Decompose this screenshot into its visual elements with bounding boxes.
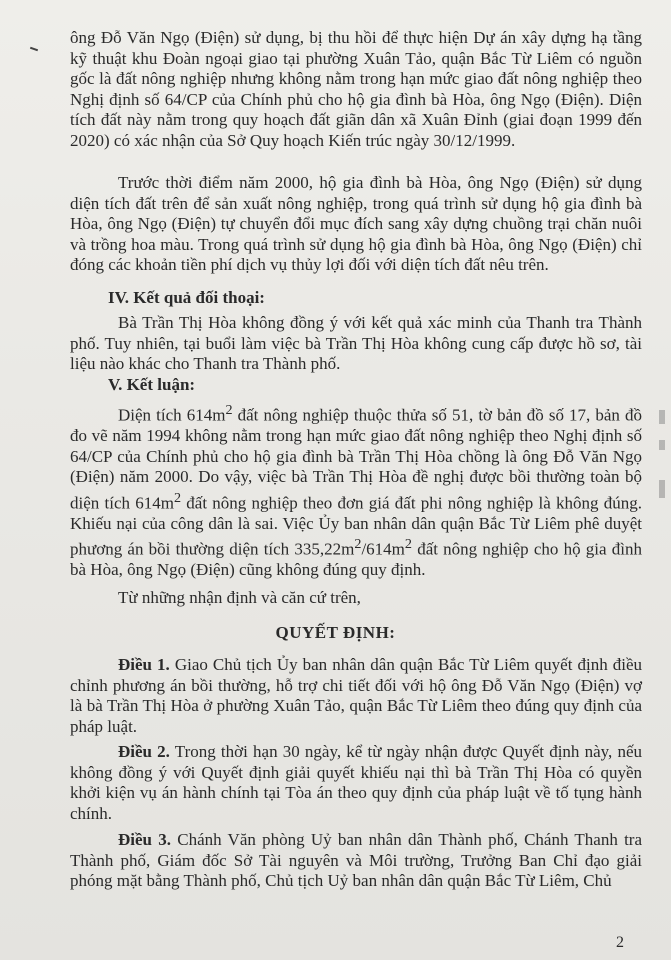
article-2: Điều 2. Trong thời hạn 30 ngày, kể từ ngày nhận được Quyết định này, nếu không đồng ý với Quyết định giải quyết khiếu nại thì bà Trần Thị Hòa có quyền khởi kiện vụ án hành chính tại Tòa án theo quy định của pháp luật về tố tụng hành chính.: [70, 742, 642, 823]
paragraph-land-usage: Trước thời điểm năm 2000, hộ gia đình bà Hòa, ông Ngọ (Điện) sử dụng diện tích đất trên để sản xuất nông nghiệp, trong quá trình sử dụng hộ gia đình bà Hòa, ông Ngọ (Điện) tự chuyển đổi mục đích sang xây dựng chuồng trại chăn nuôi và trồng hoa màu. Trong quá trình sử dụng hộ gia đình bà Hòa, ông Ngọ (Điện) chỉ đóng các khoản tiền phí dịch vụ thủy lợi đối với diện tích đất nêu trên.: [70, 173, 642, 274]
paragraph-land-origin: ông Đỗ Văn Ngọ (Điện) sử dụng, bị thu hồi để thực hiện Dự án xây dựng hạ tầng kỹ thuật khu Đoàn ngoại giao tại phường Xuân Tảo, quận Bắc Từ Liêm có nguồn gốc là đất nông nghiệp nhưng không nằm trong hạn mức giao đất nông nghiệp theo Nghị định số 64/CP của Chính phủ cho hộ gia đình bà Hòa, ông Ngọ (Điện). Diện tích đất này nằm trong quy hoạch đất giãn dân xã Xuân Đỉnh (giai đoạn 1999 đến 2020) có xác nhận của Sở Quy hoạch Kiến trúc ngày 30/12/1999.: [70, 28, 642, 150]
heading-dialogue-result: IV. Kết quả đối thoại:: [108, 288, 265, 307]
article-1: Điều 1. Giao Chủ tịch Ủy ban nhân dân quận Bắc Từ Liêm quyết định điều chỉnh phương án bồi thường, hỗ trợ chi tiết đối với hộ ông Đỗ Văn Ngọ (Điện) vợ là bà Trần Thị Hòa ở phường Xuân Tảo, quận Bắc Từ Liêm theo đúng quy định của pháp luật.: [70, 655, 642, 736]
article-2-label: Điều 2.: [118, 742, 170, 761]
edge-mark: [659, 480, 665, 498]
edge-mark: [659, 410, 665, 424]
page-number: 2: [616, 934, 624, 951]
article-1-label: Điều 1.: [118, 655, 170, 674]
paragraph-conclusion: Diện tích $614m^2$ đất nông nghiệp thuộc thửa số 51, tờ bản đồ số 17, bản đồ đo vẽ năm 1994 không nằm trong hạn mức giao đất nông nghiệp theo Nghị định số 64/CP của Chính phủ cho hộ gia đình bà Trần Thị Hòa chồng là ông Đỗ Văn Ngọ (Điện) năm 2000. Do vậy, việc bà Trần Thị Hòa đề nghị được bồi thường toàn bộ diện tích $614m^2$ đất nông nghiệp theo đơn giá đất phi nông nghiệp là không đúng. Khiếu nại của công dân là sai. Việc Ủy ban nhân dân quận Bắc Từ Liêm phê duyệt phương án bồi thường diện tích $335,22m^2/614m^2$ đất nông nghiệp cho hộ gia đình bà Hòa, ông Ngọ (Điện) cũng không đúng quy định.: [70, 402, 643, 580]
paragraph-basis: Từ những nhận định và căn cứ trên,: [118, 588, 361, 607]
edge-mark: [659, 440, 665, 450]
decision-title: QUYẾT ĐỊNH:: [275, 623, 396, 642]
paragraph-dialogue-result: Bà Trần Thị Hòa không đồng ý với kết quả xác minh của Thanh tra Thành phố. Tuy nhiên, tại buổi làm việc bà Trần Thị Hòa không cung cấp được hồ sơ, tài liệu nào khác cho Thanh tra Thành phố.: [70, 313, 642, 373]
heading-conclusion: V. Kết luận:: [108, 375, 196, 394]
article-3-label: Điều 3.: [118, 830, 171, 849]
article-3: Điều 3. Chánh Văn phòng Uỷ ban nhân dân Thành phố, Chánh Thanh tra Thành phố, Giám đốc Sở Tài nguyên và Môi trường, Trưởng Ban Chỉ đạo giải phóng mặt bằng Thành phố, Chủ tịch Uỷ ban nhân dân quận Bắc Từ Liêm, Chủ: [70, 830, 643, 890]
pen-mark: [30, 47, 38, 52]
